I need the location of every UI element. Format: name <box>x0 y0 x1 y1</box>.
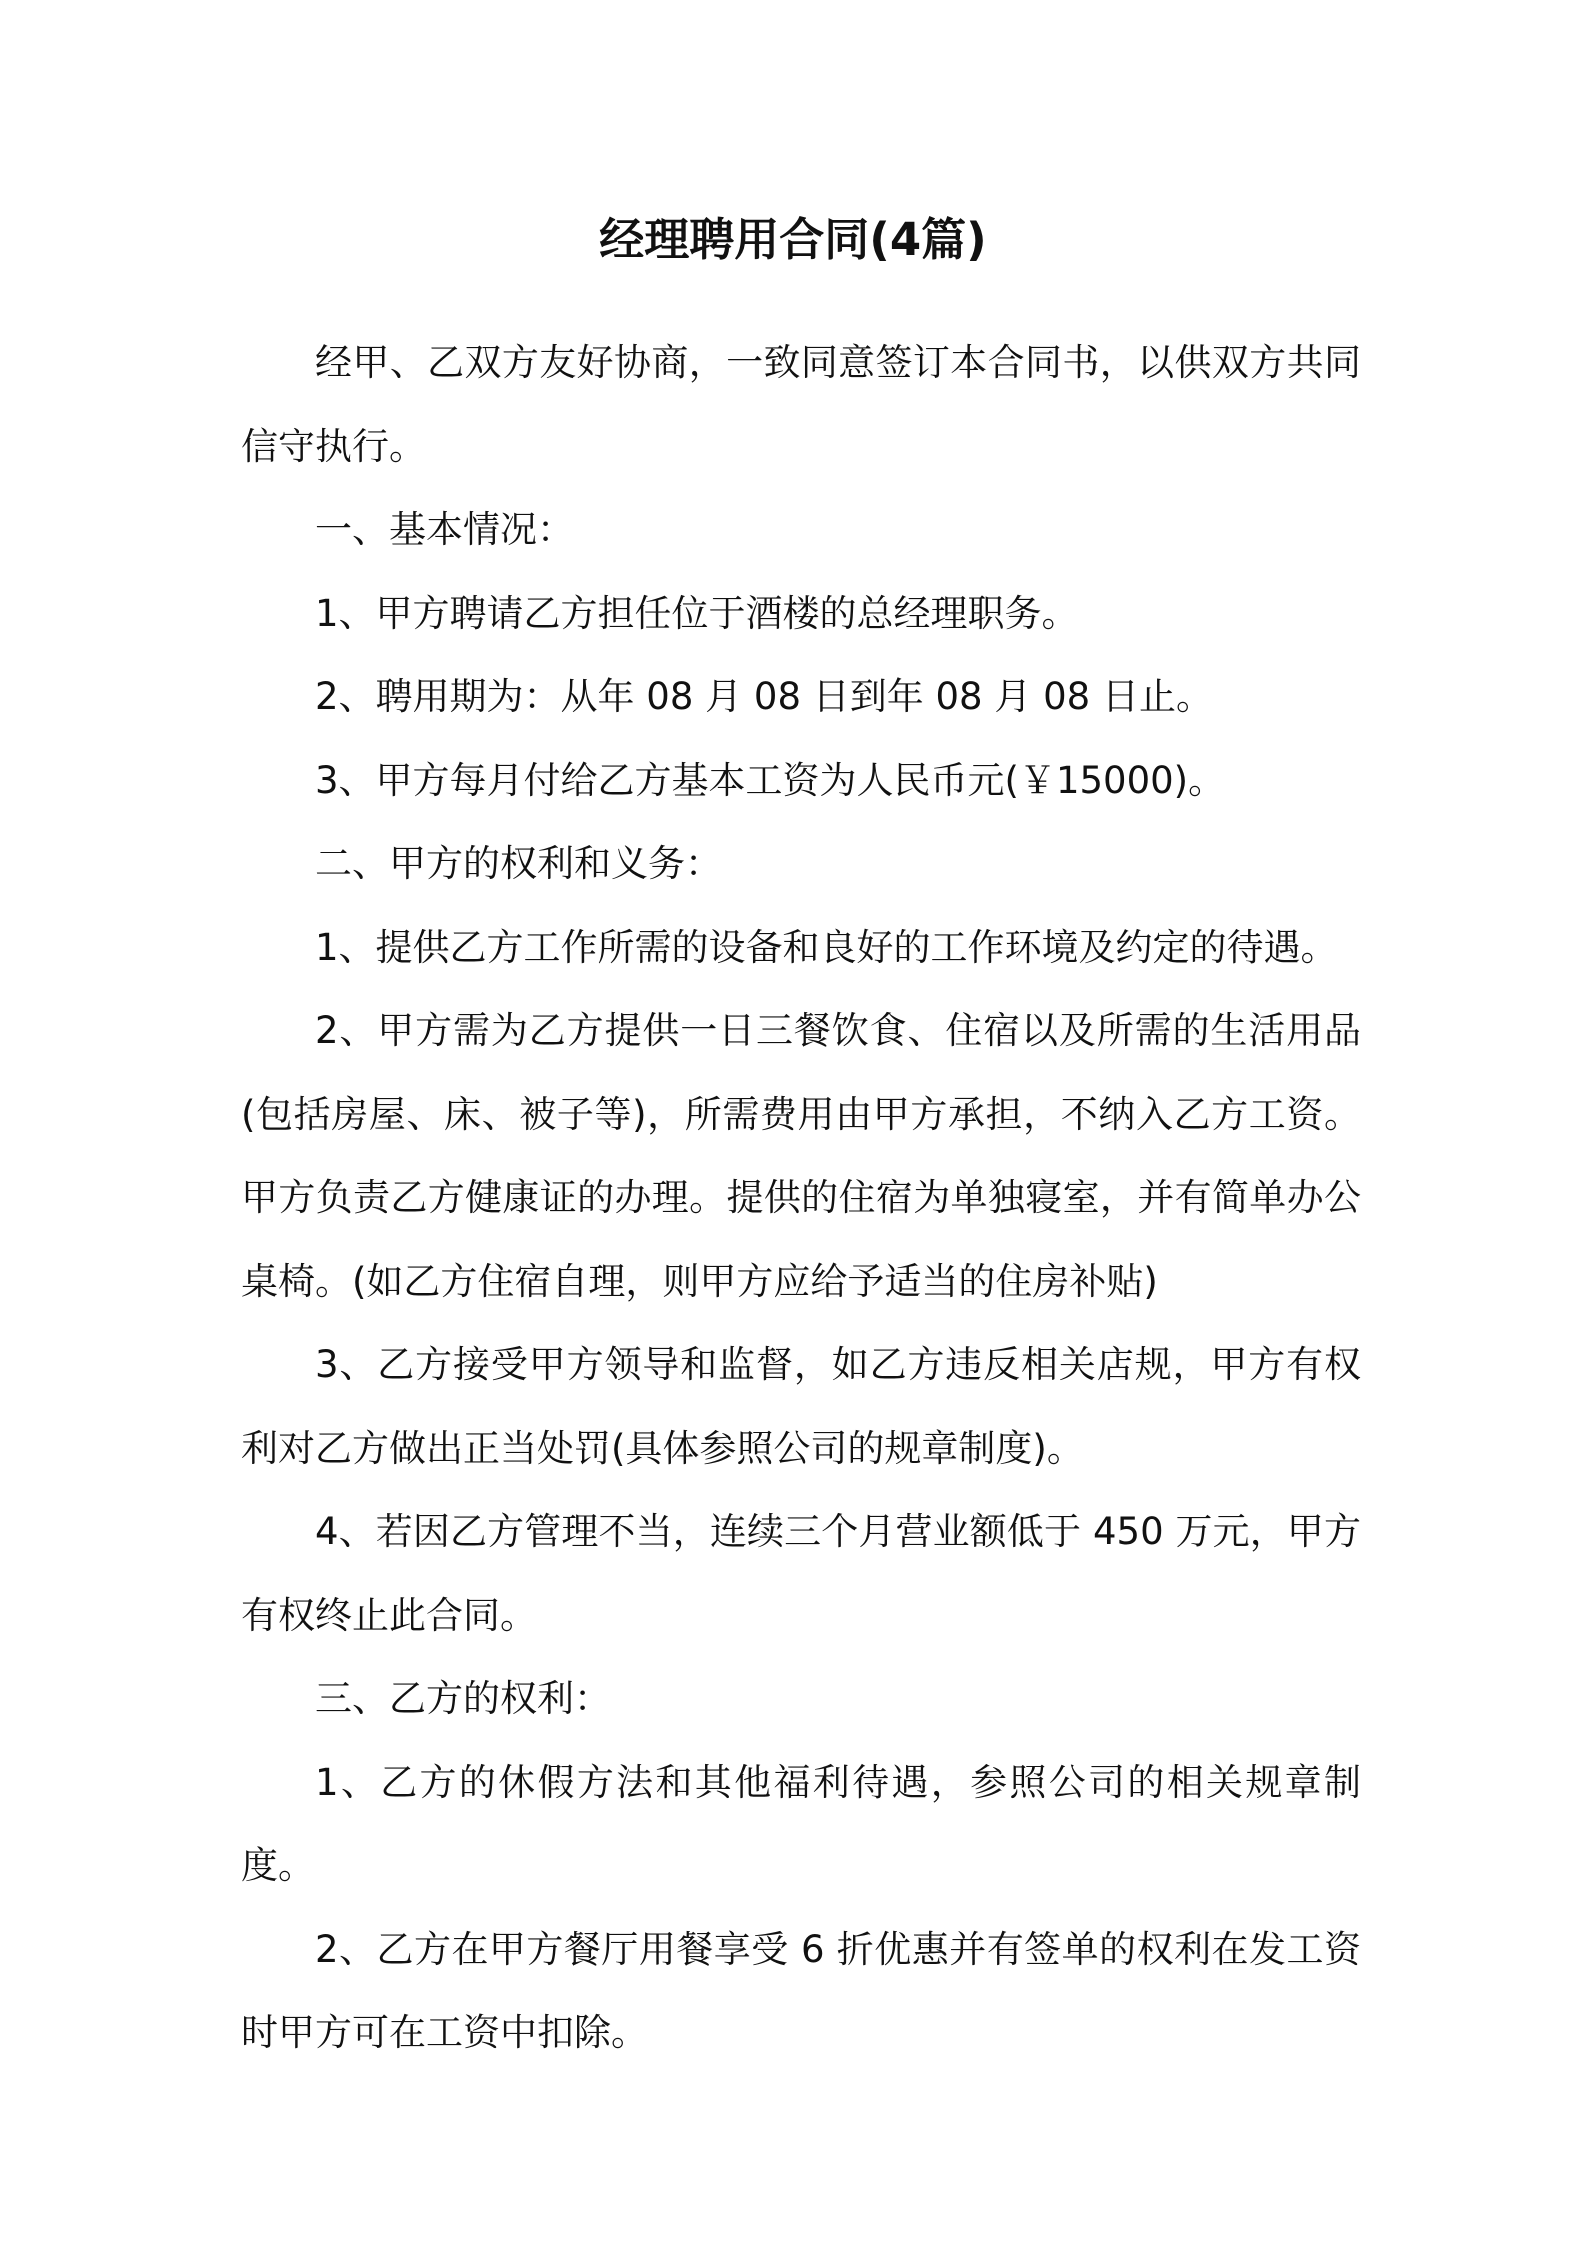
paragraph-basic-3: 3、甲方每月付给乙方基本工资为人民币元(￥15000)。 <box>315 758 1226 802</box>
document-title: 经理聘用合同(4篇) <box>599 213 987 266</box>
paragraph-party-a-2: 2、甲方需为乙方提供一日三餐饮食、住宿以及所需的生活用品(包括房屋、床、被子等)，所需费用由甲方承担，不纳入乙方工资。甲方负责乙方健康证的办理。提供的住宿为单独寝室，并有简单办公桌椅。(如乙方住宿自理，则甲方应给予适当的住房补贴) <box>241 1009 1361 1303</box>
paragraph-party-a-4: 4、若因乙方管理不当，连续三个月营业额低于 450 万元，甲方有权终止此合同。 <box>241 1510 1361 1637</box>
paragraph-party-a-1: 1、提供乙方工作所需的设备和良好的工作环境及约定的待遇。 <box>315 925 1338 969</box>
paragraph-party-b-1: 1、乙方的休假方法和其他福利待遇，参照公司的相关规章制度。 <box>241 1760 1361 1887</box>
paragraph-basic-1: 1、甲方聘请乙方担任位于酒楼的总经理职务。 <box>315 591 1079 635</box>
paragraph-basic-2: 2、聘用期为：从年 08 月 08 日到年 08 月 08 日止。 <box>315 675 1213 718</box>
paragraph-party-b-2: 2、乙方在甲方餐厅用餐享受 6 折优惠并有签单的权利在发工资时甲方可在工资中扣除。 <box>241 1927 1361 2054</box>
section-heading-party-a: 二、甲方的权利和义务： <box>315 842 722 885</box>
section-heading-basic-info: 一、基本情况： <box>315 508 574 551</box>
document-body <box>241 321 1361 2075</box>
paragraph-intro: 经甲、乙双方友好协商，一致同意签订本合同书，以供双方共同信守执行。 <box>241 341 1361 468</box>
paragraph-party-a-3: 3、乙方接受甲方领导和监督，如乙方违反相关店规，甲方有权利对乙方做出正当处罚(具体参照公司的规章制度)。 <box>241 1343 1361 1470</box>
section-heading-party-b: 三、乙方的权利： <box>315 1677 611 1720</box>
